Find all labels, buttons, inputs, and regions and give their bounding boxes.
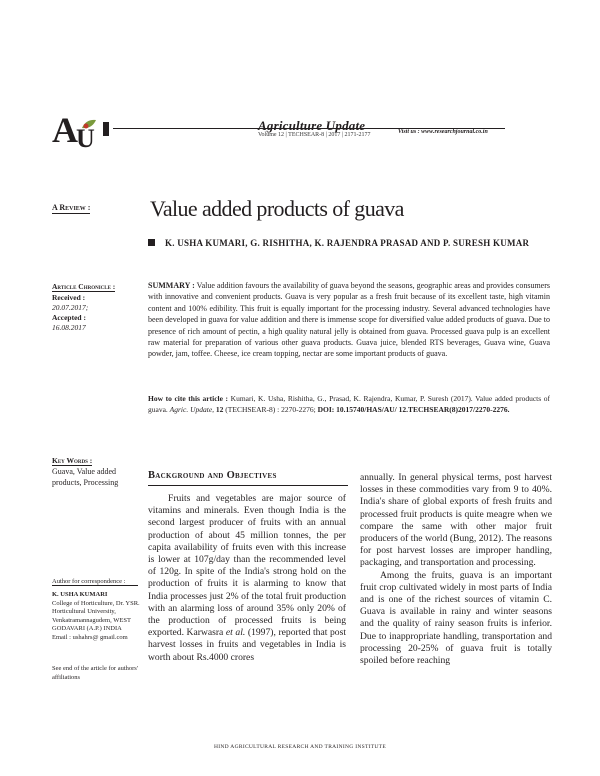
- authors-text: K. USHA KUMARI, G. RISHITHA, K. RAJENDRA PRASAD AND P. SURESH KUMAR: [165, 238, 530, 248]
- correspondence-block: [52, 591, 144, 642]
- correspondence-email[interactable]: Email : ushahrs@ gmail.com: [52, 633, 128, 641]
- paragraph-text: Fruits and vegetables are major source of vitamins and minerals. Even though India is the second largest producer of fruits with an annual production of about 45 million tonnes, the per capita availability of fruits even with this increase is lower at 107g/day than the recommended level of 120g. In spite of the India's strong hold on the production of fruits it is alarming to know that India processes just 2% of the total fruit production with an alarming loss of around 35% only 20% of the production of processed fruits is being exported. Karwasra: [148, 493, 346, 639]
- summary-label: SUMMARY :: [148, 281, 195, 290]
- article-title: Value added products of guava: [150, 196, 404, 221]
- cite-label: How to cite this article :: [148, 394, 229, 403]
- summary: [148, 280, 550, 360]
- author-list: [148, 237, 550, 250]
- affiliations-note: See end of the article for authors' affiliations: [52, 665, 138, 681]
- cite-journal: Agric. Update,: [169, 405, 215, 415]
- correspondence-rule: [52, 585, 138, 586]
- journal-name: Agriculture Update: [258, 118, 366, 133]
- correspondence-name: K. USHA KUMARI: [52, 591, 108, 598]
- accepted-label: Accepted :: [52, 313, 86, 322]
- logo-bar: [103, 122, 109, 136]
- paragraph: annually. In general physical terms, post harvest losses in these commodities vary from 9 to 40%. India's share of global exports of fresh fruits and processed fruit products is quite meagre when we compare the same with other major fruit producers of the world (Bung, 2012). The reasons for post harvest losses are improper handling, packaging, and transportation and processing.: [360, 472, 552, 569]
- body-column-left: [148, 493, 346, 664]
- citation: [148, 393, 550, 415]
- keywords-label: Key Words :: [52, 456, 93, 465]
- paragraph: [148, 493, 346, 664]
- section-heading: Background and Objectives: [148, 470, 277, 481]
- et-al: et al.: [225, 627, 246, 639]
- cite-text-2: (TECHSEAR-8) : 2270-2276;: [225, 405, 316, 415]
- bullet-square-icon: [148, 239, 155, 246]
- journal-info: Volume 12 | TECHSEAR-8 | 2017 | 2171-2177: [258, 132, 371, 138]
- article-chronicle-label: Article Chronicle :: [52, 282, 116, 291]
- body-column-right: [360, 472, 552, 667]
- cite-text-1: Kumari, K. Usha, Rishitha, G., Prasad, K. Rajendra, Kumar, P. Suresh (2017). Value added products of guava.: [148, 394, 551, 415]
- paragraph-text-tail: (1997), reported that post harvest losses in fruits and vegetables in India is worth about Rs.4000 crores: [148, 627, 346, 663]
- cite-volume: 12: [215, 405, 224, 415]
- correspondence-address: College of Horticulture, Dr. YSR. Horticultural University, Venkatramannagudem, WEST GODAVARI (A.P.) INDIA: [52, 599, 140, 632]
- paragraph: Among the fruits, guava is an important fruit crop cultivated widely in most parts of India and is one of the richest sources of vitamin C. Guava is available in rainy and winter seasons and the quality of rainy season fruits is inferior. Due to inappropriate handling, transportation and processing 20-25% of guava fruit is totally spoiled before reaching: [360, 569, 552, 667]
- journal-logo-a: A: [52, 110, 78, 150]
- correspondence-label: Author for correspondence :: [52, 578, 126, 585]
- cite-doi[interactable]: DOI: 10.15740/HAS/AU/ 12.TECHSEAR(8)2017/2270-2276.: [317, 405, 510, 415]
- website-link[interactable]: Visit us : www.researchjournal.co.in: [398, 129, 488, 135]
- received-label: Received :: [52, 293, 86, 302]
- summary-text: Value addition favours the availability of guava beyond the seasons, geographic areas and provides consumers with innovative and convenient products. Guava is very popular as a fresh fruit because of its excellent taste, high vitamin content and 100% edibility. This fruit is equally important for the processing industry. Several advanced technologies have been developed in guava for value addition and there is immense scope for diversified value added products of guava. Due to presence of rich amount of pectin, a high quality natural jelly is obtained from guava. Processed guava pulp is an excellent raw material for preparation of various other guava products. Guava juice, blended RTS beverages, Guava wine, Guava powder, jam, toffee. Cheese, ice cream topping, nectar are some important products of guava.: [148, 281, 551, 359]
- received-date: 20.07.2017;: [52, 303, 89, 312]
- accepted-date: 16.08.2017: [52, 323, 86, 332]
- journal-logo-u: U: [76, 124, 95, 153]
- page-footer: HIND AGRICULTURAL RESEARCH AND TRAINING INSTITUTE: [213, 744, 386, 750]
- section-rule: [148, 485, 348, 486]
- keywords-text: Guava, Value added products, Processing: [52, 467, 119, 487]
- article-type-label: A Review :: [52, 203, 91, 212]
